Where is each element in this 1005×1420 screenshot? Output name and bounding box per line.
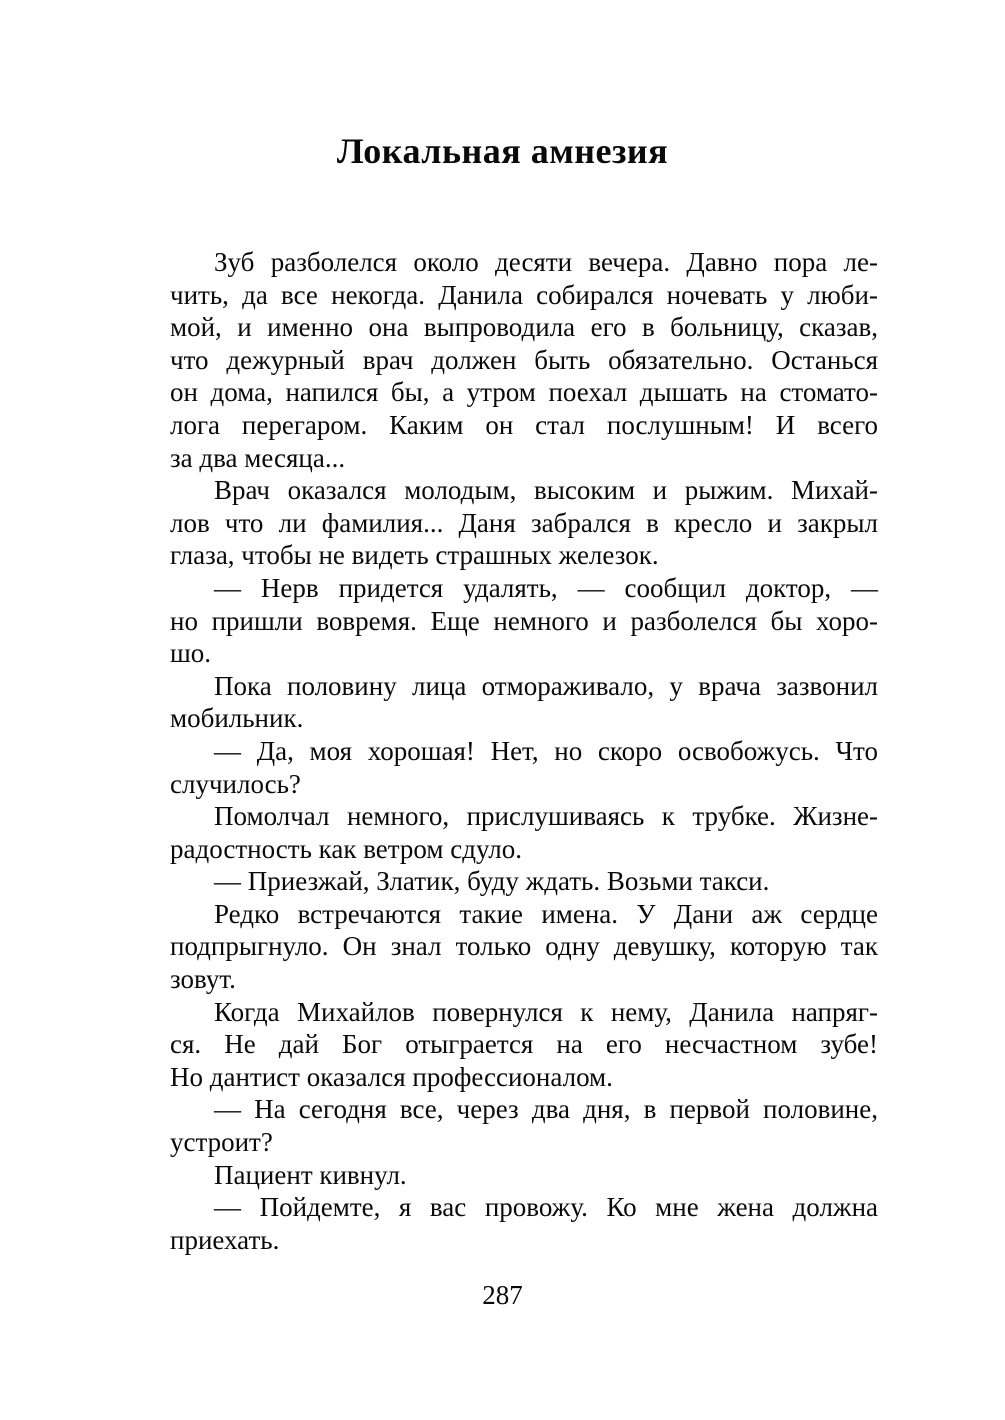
text-line: Зуб разболелся около десяти вечера. Давно пора ле- [214,247,878,277]
paragraph [170,800,878,865]
text-line: Когда Михайлов повернулся к нему, Данила напряг- [214,996,878,1027]
paragraph [170,670,878,735]
text-line: чить, да все некогда. Данила собирался ночевать у люби- [170,279,878,310]
paragraph [170,474,878,572]
page-number: 287 [482,1280,523,1310]
text-line: ся. Не дай Бог отыграется на его несчастном зубе! [170,1029,878,1060]
body-text [170,246,878,1256]
text-line: Редко встречаются такие имена. У Дани аж сердце [214,898,878,929]
text-line: подпрыгнуло. Он знал только одну девушку, которую так [170,931,878,962]
text-line: Пока половину лица отмораживало, у врача зазвонил [214,670,878,701]
text-line: Но дантист оказался профессионалом. [170,1061,613,1092]
text-line: — Приезжай, Златик, буду ждать. Возьми такси. [214,866,770,897]
text-line: — На сегодня все, через два дня, в первой половине, [214,1094,878,1125]
text-line: Врач оказался молодым, высоким и рыжим. Михай- [214,475,878,506]
text-line: радостность как ветром сдуло. [170,833,522,864]
text-line: — Пойдемте, я вас провожу. Ко мне жена должна [214,1192,878,1223]
text-line: лога перегаром. Каким он стал послушным! И всего [170,409,878,440]
paragraph [170,1191,878,1256]
text-line: мой, и именно она выпроводила его в больницу, сказав, [170,312,878,343]
text-line: — Да, моя хорошая! Нет, но скоро освобожусь. Что [214,735,878,766]
paragraph [170,996,878,1094]
text-line: шо. [170,638,212,669]
text-line: Пациент кивнул. [214,1159,407,1190]
text-line: зовут. [170,964,236,995]
text-line: Помолчал немного, прислушиваясь к трубке. Жизне- [214,801,878,832]
text-line: но пришли вовремя. Еще немного и разболелся бы хоро- [170,605,878,636]
text-line: что дежурный врач должен быть обязательно. Останься [170,344,878,375]
text-line: лов что ли фамилия... Даня забрался в кресло и закрыл [170,507,878,538]
text-line: глаза, чтобы не видеть страшных железок. [170,540,659,571]
paragraph [170,865,878,898]
paragraph [170,735,878,800]
paragraph [170,1159,878,1192]
text-line: случилось? [170,768,301,799]
text-line: за два месяца... [170,442,346,473]
paragraph [170,572,878,670]
text-line: устроит? [170,1127,273,1158]
paragraph [170,898,878,996]
paragraph [170,246,878,474]
text-line: приехать. [170,1224,280,1255]
text-line: мобильник. [170,703,304,734]
paragraph [170,1093,878,1158]
text-line: он дома, напился бы, а утром поехал дышать на стомато- [170,377,878,408]
text-line: — Нерв придется удалять, — сообщил доктор, — [214,572,878,603]
page-title: Локальная амнезия [336,131,669,171]
